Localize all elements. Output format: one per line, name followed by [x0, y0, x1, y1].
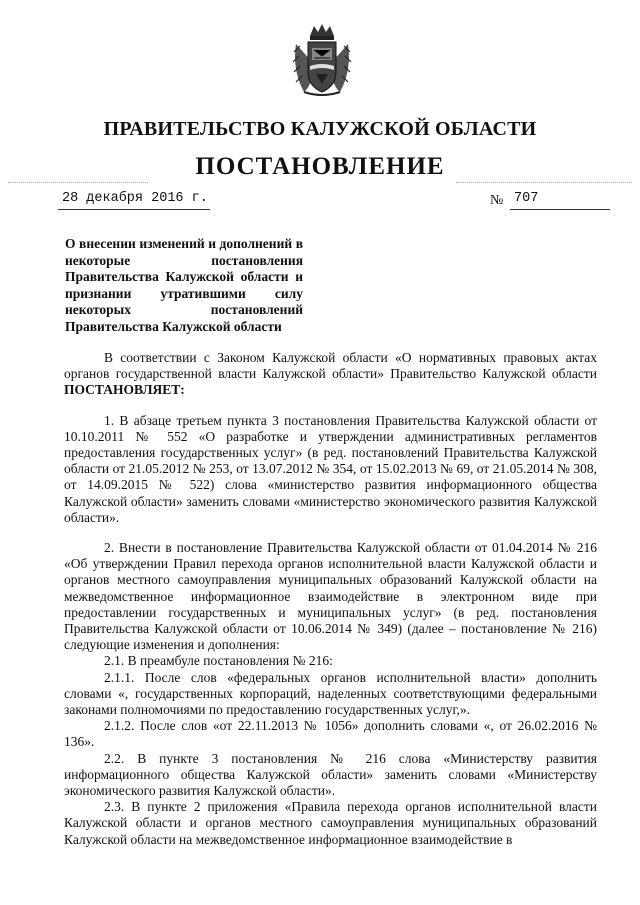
document-heading: О внесении изменений и дополнений в некоторые постановления Правительства Калужской области и признании утратившими силу некоторых постановлений Правительства Калужской области	[65, 236, 303, 334]
preamble-text: В соответствии с Законом Калужской области «О нормативных правовых актах органов государственной власти Калужской области» Правительство Калужской области	[64, 350, 597, 382]
document-type-title: ПОСТАНОВЛЕНИЕ	[195, 153, 445, 180]
document-date: 28 декабря 2016 г.	[62, 191, 208, 206]
paragraph-2-1-1: 2.1.1. После слов «федеральных органов исполнительной власти» дополнить словами «, государственных корпораций, наделенных соответствующими федеральными законами полномочиями по предоставлению государственных услуг,».	[64, 669, 597, 718]
number-sign: №	[490, 193, 504, 208]
paragraph-2-2: 2.2. В пункте 3 постановления № 216 слова «Министерству развития информационного общества Калужской области» заменить словами «Министерству экономического развития Калужской области».	[64, 750, 597, 799]
date-underline	[58, 209, 210, 210]
document-number: 707	[514, 191, 539, 206]
paragraph-2: 2. Внести в постановление Правительства Калужской области от 01.04.2014 № 216 «Об утверждении Правил перехода органов исполнительной власти Калужской области и органов местного самоуправления муниципальных образований Калужской области на межведомственное информационное взаимодействие в электронном виде при предоставлении государственных и муниципальных услуг» (в ред. постановления Правительства Калужской области от 10.06.2014 № 349) (далее – постановление № 216) следующие изменения и дополнения:	[64, 540, 597, 653]
preamble	[64, 350, 597, 399]
document-body	[64, 350, 597, 848]
number-underline	[510, 209, 610, 210]
paragraph-2-3: 2.3. В пункте 2 приложения «Правила перехода органов исполнительной власти Калужской области и органов местного самоуправления муниципальных образований Калужской области на межведомственное информационное взаимодействие в	[64, 799, 597, 847]
preamble-decree-word: ПОСТАНОВЛЯЕТ:	[64, 382, 185, 398]
divider-left	[8, 182, 148, 183]
coat-of-arms-icon	[290, 22, 354, 98]
paragraph-2-1: 2.1. В преамбуле постановления № 216:	[104, 653, 333, 669]
paragraph-1: 1. В абзаце третьем пункта 3 постановления Правительства Калужской области от 10.10.2011 № 552 «О разработке и утверждении административных регламентов предоставления государственных услуг» (в ред. постановлений Правительства Калужской области от 21.05.2012 № 253, от 13.07.2012 № 354, от 15.02.2013 № 69, от 21.05.2014 № 308, от 14.09.2015 № 522) слова «министерство развития информационного общества Калужской области» заменить словами «министерство экономического развития Калужской области».	[64, 412, 597, 525]
divider-right	[456, 182, 632, 183]
paragraph-2-1-2: 2.1.2. После слов «от 22.11.2013 № 1056» дополнить словами «, от 26.02.2016 № 136».	[64, 718, 597, 750]
government-title: ПРАВИТЕЛЬСТВО КАЛУЖСКОЙ ОБЛАСТИ	[103, 118, 537, 140]
